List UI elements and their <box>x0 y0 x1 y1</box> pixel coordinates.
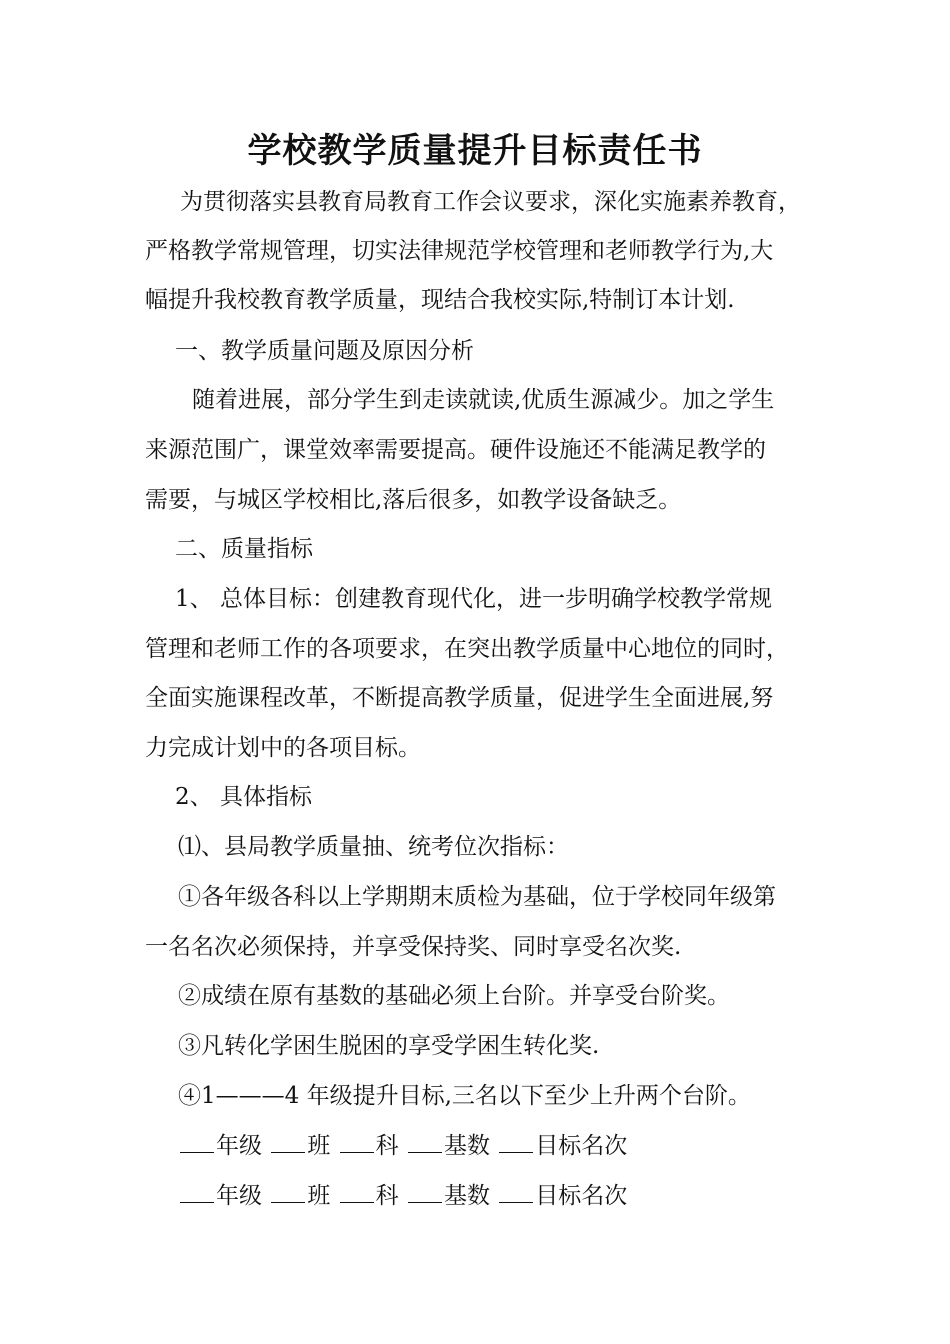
document-title: 学校教学质量提升目标责任书 <box>247 131 703 171</box>
blank-field[interactable] <box>271 1184 305 1203</box>
blank-field[interactable] <box>408 1184 442 1203</box>
sub-heading: ⑴、县局教学质量抽、统考位次指标： <box>178 834 569 860</box>
paragraph-line: 随着进展，部分学生到走读就读,优质生源减少。加之学生 <box>192 387 775 413</box>
paragraph-line: 需要，与城区学校相比,落后很多，如教学设备缺乏。 <box>145 487 682 513</box>
blank-field[interactable] <box>271 1134 305 1153</box>
fill-in-row <box>180 1130 629 1162</box>
paragraph-line: 为贯彻落实县教育局教育工作会议要求，深化实施素养教育， <box>180 189 801 215</box>
blank-field[interactable] <box>340 1134 374 1153</box>
field-label: 目标名次 <box>535 1183 628 1209</box>
paragraph-line: ③凡转化学困生脱困的享受学困生转化奖. <box>178 1033 600 1059</box>
blank-field[interactable] <box>408 1134 442 1153</box>
field-label: 科 <box>375 1183 399 1209</box>
paragraph-line: 全面实施课程改革，不断提高教学质量，促进学生全面进展,努 <box>145 685 774 711</box>
paragraph-line: 幅提升我校教育教学质量，现结合我校实际,特制订本计划. <box>145 287 735 313</box>
field-label: 班 <box>307 1133 331 1159</box>
field-label: 科 <box>375 1133 399 1159</box>
paragraph-line: ④1———4 年级提升目标,三名以下至少上升两个台阶。 <box>178 1083 751 1109</box>
field-label: 基数 <box>443 1133 490 1159</box>
blank-field[interactable] <box>499 1184 533 1203</box>
blank-field[interactable] <box>180 1184 214 1203</box>
section-heading: 二、质量指标 <box>175 536 313 562</box>
section-heading: 一、教学质量问题及原因分析 <box>175 338 474 364</box>
paragraph-line: 1、 总体目标：创建教育现代化，进一步明确学校教学常规 <box>175 586 772 612</box>
blank-field[interactable] <box>340 1184 374 1203</box>
sub-heading: 2、 具体指标 <box>175 784 312 810</box>
field-label: 目标名次 <box>535 1133 628 1159</box>
paragraph-line: 一名名次必须保持，并享受保持奖、同时享受名次奖. <box>145 934 682 960</box>
paragraph-line: 管理和老师工作的各项要求，在突出教学质量中心地位的同时， <box>145 636 789 662</box>
paragraph-line: 严格教学常规管理，切实法律规范学校管理和老师教学行为,大 <box>145 238 774 264</box>
field-label: 年级 <box>216 1133 262 1159</box>
field-label: 年级 <box>216 1183 262 1209</box>
field-label: 基数 <box>443 1183 490 1209</box>
fill-in-row <box>180 1180 629 1212</box>
blank-field[interactable] <box>499 1134 533 1153</box>
paragraph-line: 力完成计划中的各项目标。 <box>145 735 421 761</box>
blank-field[interactable] <box>180 1134 214 1153</box>
paragraph-line: 来源范围广，课堂效率需要提高。硬件设施还不能满足教学的 <box>145 437 766 463</box>
field-label: 班 <box>307 1183 331 1209</box>
paragraph-line: ①各年级各科以上学期期末质检为基础，位于学校同年级第 <box>178 884 776 910</box>
paragraph-line: ②成绩在原有基数的基础必须上台阶。并享受台阶奖。 <box>178 983 730 1009</box>
